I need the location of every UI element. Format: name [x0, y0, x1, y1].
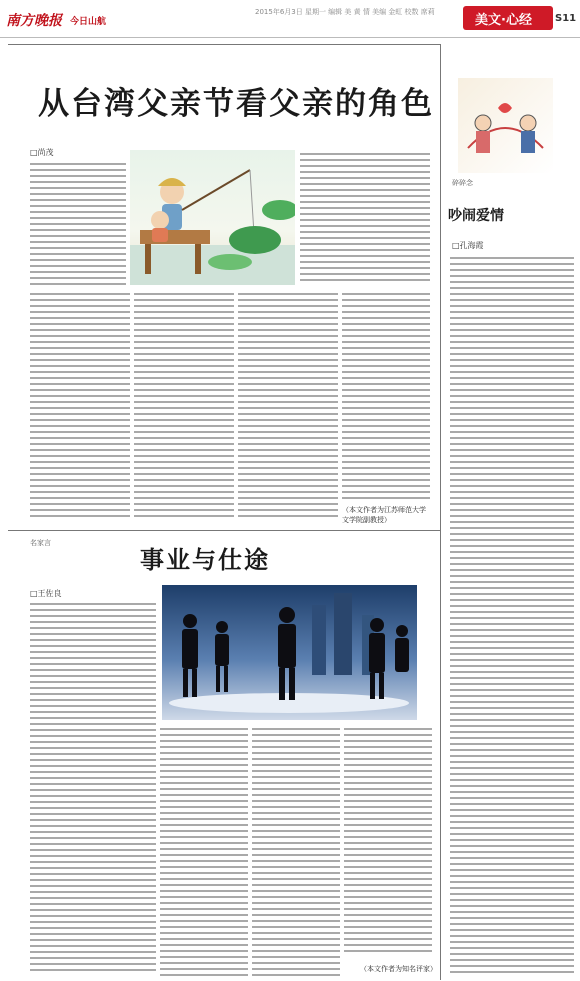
article1-text-col4	[342, 290, 430, 500]
article2-credit: （本文作者为知名评家）	[360, 965, 437, 973]
article2-text-col4	[344, 725, 432, 955]
father-child-fishing-illustration	[130, 150, 295, 285]
article2-column-label: 名家言	[30, 539, 51, 547]
article3-byline: □孔海霞	[452, 241, 484, 250]
article1-text-col3	[238, 290, 338, 520]
newspaper-logo: 南方晚报	[6, 13, 62, 29]
column-divider	[440, 44, 441, 980]
date-line: 2015年6月3日 星期一 编辑 美 黄 情 美编 金虹 校数 席莉	[255, 8, 435, 16]
article2-text-col1	[30, 600, 156, 975]
article3-sketch	[458, 78, 553, 173]
article1-text-col2	[134, 290, 234, 520]
page-number: S11	[555, 13, 577, 24]
article2-byline: □王佐良	[30, 589, 62, 598]
article3-text	[450, 254, 574, 976]
column-pill-label: 美文·心经	[475, 13, 532, 28]
article2-text-col2	[160, 725, 248, 980]
article2-title: 事业与仕途	[140, 546, 270, 574]
article2-illustration	[162, 585, 417, 720]
top-rule	[8, 44, 440, 45]
couple-sketch-illustration	[458, 78, 553, 173]
article1-byline: □尚茂	[30, 148, 54, 157]
article1-illustration	[130, 150, 295, 285]
article1-text-col4-top	[300, 150, 430, 285]
article-divider	[8, 530, 440, 531]
article1-text-col1	[30, 290, 130, 520]
article3-title: 吵闹爱情	[448, 208, 504, 224]
section-tag: 今日山航	[70, 17, 107, 27]
business-people-silhouettes	[162, 585, 417, 720]
article3-column-label: 碎碎念	[452, 179, 473, 187]
article1-credit: （本文作者为江苏师范大学文学院副教授）	[342, 506, 426, 524]
article1-title: 从台湾父亲节看父亲的角色	[38, 86, 434, 122]
article2-text-col3	[252, 725, 340, 980]
article1-text-col1-top	[30, 160, 126, 285]
